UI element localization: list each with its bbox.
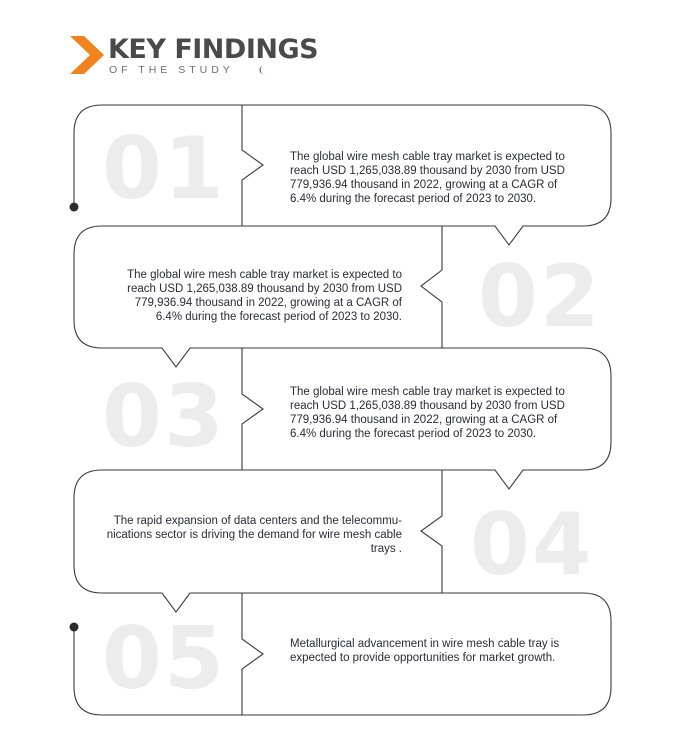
finding-text: The rapid expansion of data centers and the telecommu-nications sector is driving the demand for wire mesh cable trays . [106,515,402,555]
finding-number: 01 [102,119,226,219]
finding-text: The global wire mesh cable tray market is expected to reach USD 1,265,038.89 thousand by 2030 from USD 779,936.94 thousand in 2022, growing at a CAGR of 6.4% during the forecast period of 2023 to 2030. [290,151,565,205]
finding-number: 04 [470,495,594,595]
finding-number: 03 [102,367,226,467]
page-subtitle: OF THE STUDY [109,64,234,76]
finding-text: Metallurgical advancement in wire mesh cable tray is expected to provide opportunities for market growth. [290,638,560,664]
finding-text: The global wire mesh cable tray market is expected to reach USD 1,265,038.89 thousand by 2030 from USD 779,936.94 thousand in 2022, growing at a CAGR of 6.4% during the forecast period of 2023 to 2030. [127,269,402,323]
finding-text: The global wire mesh cable tray market is expected to reach USD 1,265,038.89 thousand by 2030 from USD 779,936.94 thousand in 2022, growing at a CAGR of 6.4% during the forecast period of 2023 to 2030. [290,386,565,440]
finding-number: 02 [478,247,602,347]
page-title: KEY FINDINGS [108,34,319,65]
finding-number: 05 [102,609,226,709]
